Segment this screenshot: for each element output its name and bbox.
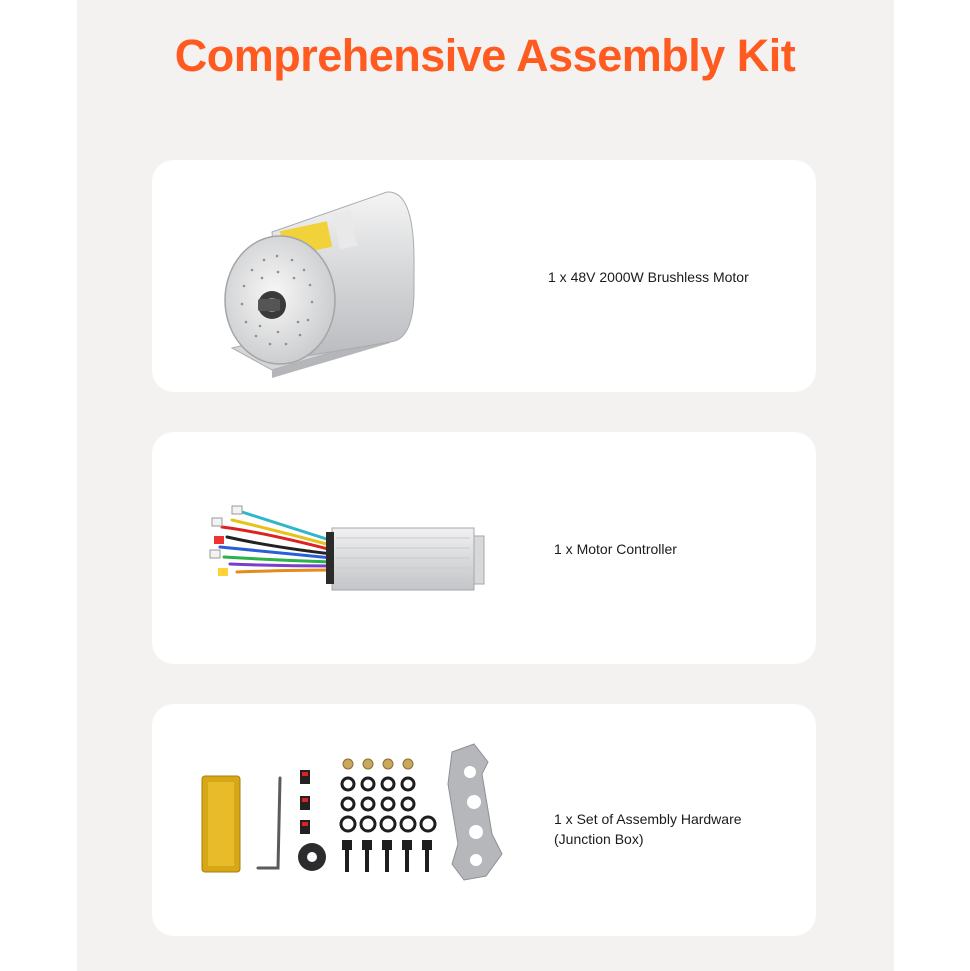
assembly-hardware-icon — [152, 704, 532, 936]
motor-controller-icon — [152, 432, 532, 664]
kit-item-text: 1 x Motor Controller — [554, 541, 677, 557]
kit-item-label-motor — [548, 267, 749, 287]
kit-item-label-controller — [554, 539, 677, 559]
brushless-motor-icon — [152, 160, 532, 392]
kit-item-card-motor — [152, 160, 816, 392]
page-title: Comprehensive Assembly Kit — [174, 30, 796, 81]
kit-item-label-hardware — [554, 809, 742, 849]
kit-item-card-hardware — [152, 704, 816, 936]
kit-item-subtext: (Junction Box) — [554, 831, 644, 847]
kit-item-text: 1 x 48V 2000W Brushless Motor — [548, 269, 749, 285]
kit-item-card-controller — [152, 432, 816, 664]
kit-item-text: 1 x Set of Assembly Hardware — [554, 811, 742, 827]
